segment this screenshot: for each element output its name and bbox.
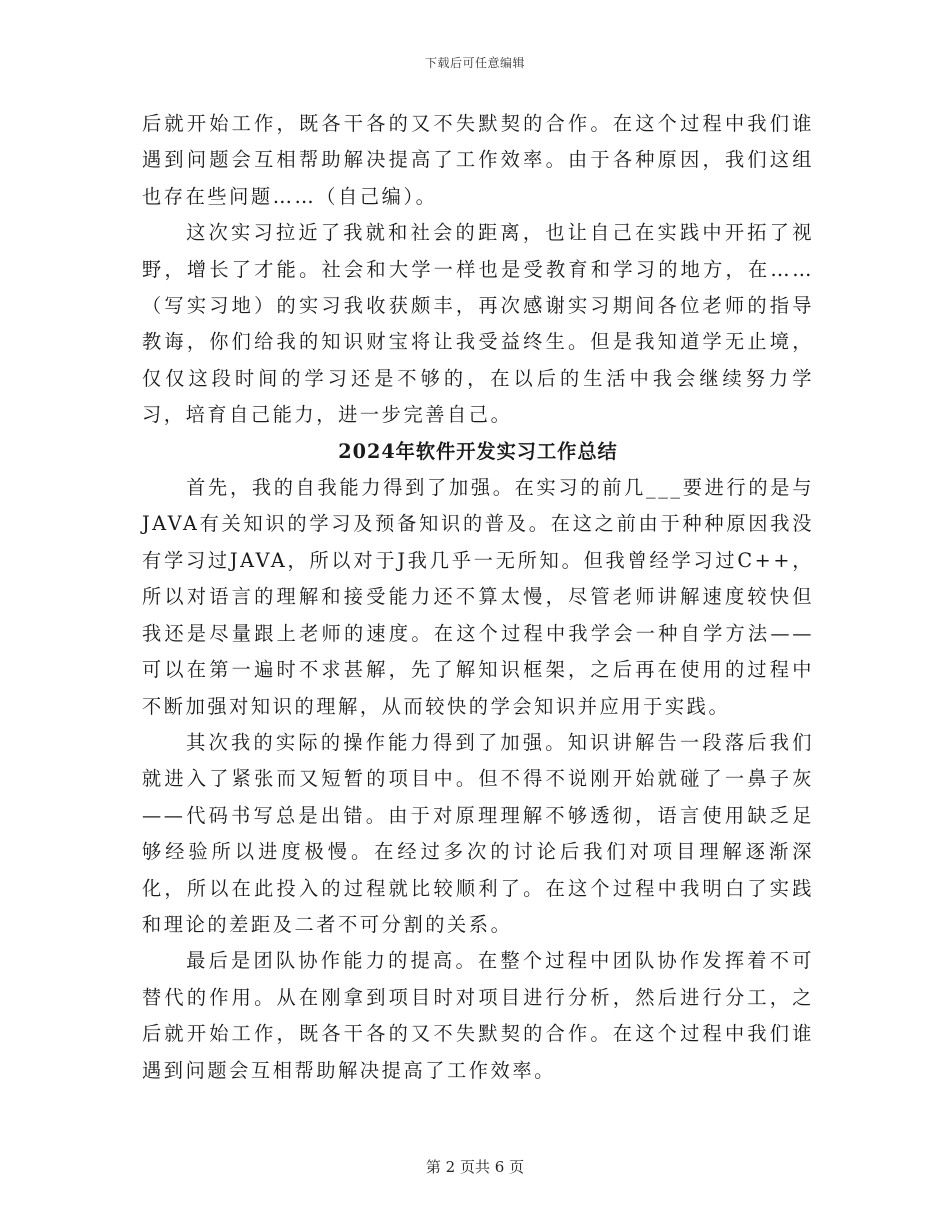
page-footer: 第 2 页共 6 页 xyxy=(425,1158,525,1176)
paragraph: 首先，我的自我能力得到了加强。在实习的前几___要进行的是与JAVA有关知识的学习及预备知识的普及。在这之前由于种种原因我没有学习过JAVA，所以对于J我几乎一无所知。但我曾经学习过C++，所以对语言的理解和接受能力还不算太慢，尽管老师讲解速度较快但我还是尽量跟上老师的速度。在这个过程中我学会一种自学方法——可以在第一遍时不求甚解，先了解知识框架，之后再在使用的过程中不断加强对知识的理解，从而较快的学会知识并应用于实践。 xyxy=(142,476,814,718)
paragraph: 后就开始工作，既各干各的又不失默契的合作。在这个过程中我们谁遇到问题会互相帮助解决提高了工作效率。由于各种原因，我们这组也存在些问题……（自己编）。 xyxy=(142,112,814,208)
paragraph: 其次我的实际的操作能力得到了加强。知识讲解告一段落后我们就进入了紧张而又短暂的项目中。但不得不说刚开始就碰了一鼻子灰——代码书写总是出错。由于对原理理解不够透彻，语言使用缺乏足够经验所以进度极慢。在经过多次的讨论后我们对项目理解逐渐深化，所以在此投入的过程就比较顺利了。在这个过程中我明白了实践和理论的差距及二者不可分割的关系。 xyxy=(142,730,814,936)
document-body xyxy=(142,106,814,1089)
section-title: 2024年软件开发实习工作总结 xyxy=(338,439,618,463)
paragraph: 这次实习拉近了我就和社会的距离，也让自己在实践中开拓了视野，增长了才能。社会和大学一样也是受教育和学习的地方，在……（写实习地）的实习我收获颇丰，再次感谢实习期间各位老师的指导教诲，你们给我的知识财宝将让我受益终生。但是我知道学无止境，仅仅这段时间的学习还是不够的，在以后的生活中我会继续努力学习，培育自己能力，进一步完善自己。 xyxy=(142,221,814,427)
paragraph: 最后是团队协作能力的提高。在整个过程中团队协作发挥着不可替代的作用。从在刚拿到项目时对项目进行分析，然后进行分工，之后就开始工作，既各干各的又不失默契的合作。在这个过程中我们谁遇到问题会互相帮助解决提高了工作效率。 xyxy=(142,949,814,1082)
page-header: 下载后可任意编辑 xyxy=(424,56,525,70)
